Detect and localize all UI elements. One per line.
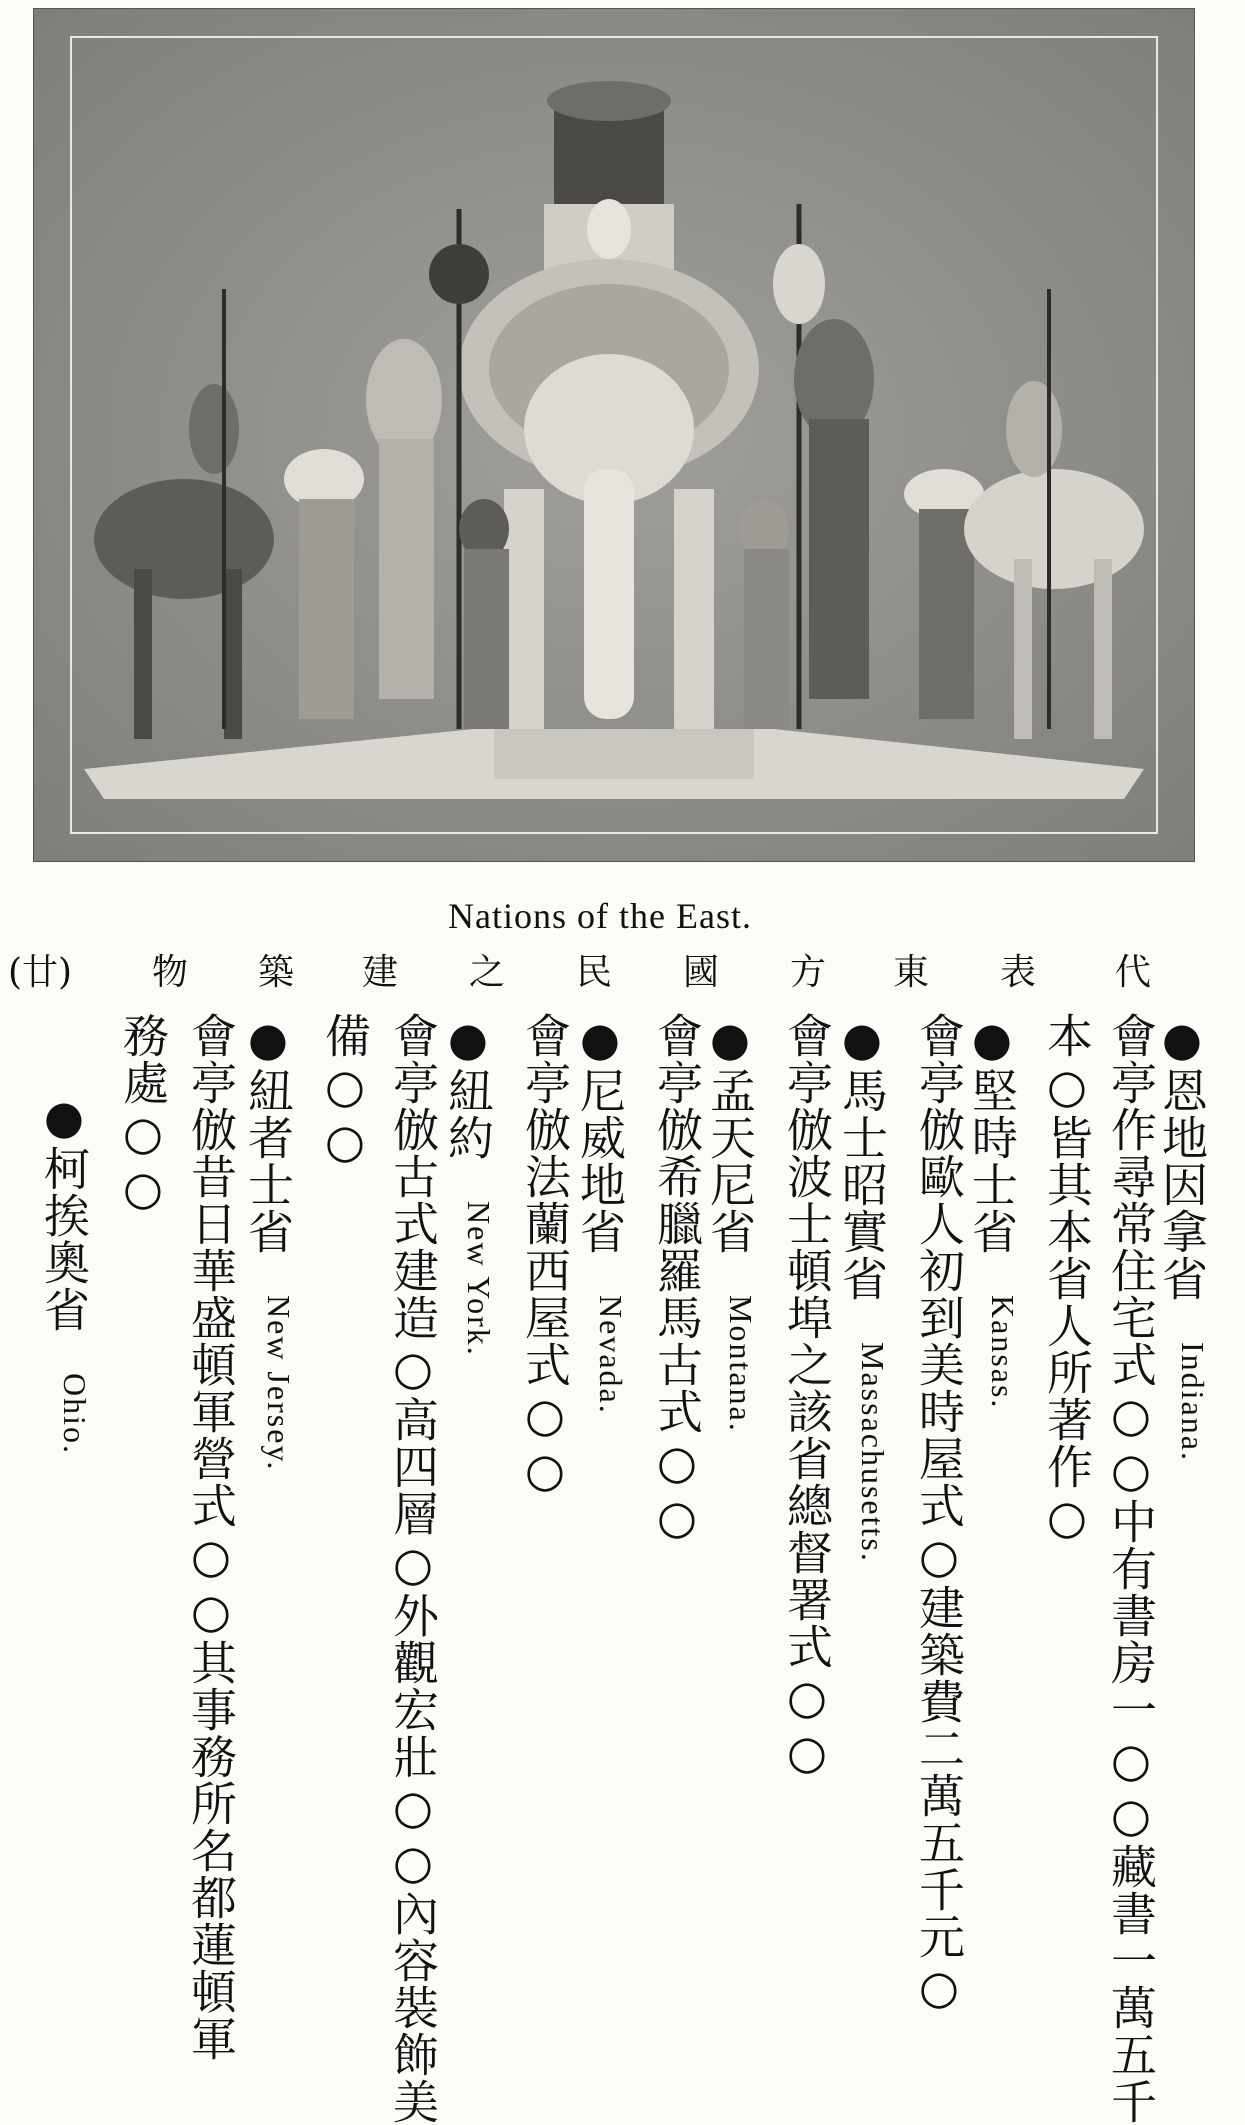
- text-column: [780, 1012, 834, 1780]
- text-column: [1104, 1012, 1158, 2125]
- entry-heading-montana: ●孟天尼省: [703, 1012, 757, 1255]
- entry-body: 會亭倣法蘭西屋式○○: [518, 1012, 572, 1498]
- caption-char: 方: [790, 952, 827, 993]
- caption-chinese: [0, 944, 1245, 993]
- entry-heading-ohio: ●柯挨奧省: [37, 1090, 91, 1333]
- entry-body: 會亭倣古式建造○高四層○外觀宏壯○○內容裝飾美: [386, 1012, 440, 2125]
- text-column: [184, 1012, 238, 2062]
- caption-page-number: (廿): [8, 952, 73, 993]
- entry-body: 務處○○: [116, 1012, 170, 1216]
- text-column: [241, 1012, 306, 1472]
- caption-english: Nations of the East.: [448, 896, 752, 936]
- entry-heading-new-york: ●紐約: [441, 1012, 495, 1161]
- entry-body: 會亭倣波士頓埠之該省總督署式○○: [780, 1012, 834, 1780]
- sculpture-illustration: [34, 9, 1194, 861]
- caption-char: 民: [576, 952, 613, 993]
- text-column: [703, 1012, 768, 1433]
- english-name-nevada: Nevada.: [593, 1295, 629, 1415]
- caption-char: 建: [362, 952, 399, 993]
- text-column: [835, 1012, 900, 1563]
- text-column: [116, 1012, 170, 1216]
- text-column: [573, 1012, 638, 1415]
- entry-heading-new-jersey: ●紐者士省: [241, 1012, 295, 1255]
- english-name-ohio: Ohio.: [57, 1373, 93, 1455]
- text-column: [386, 1012, 440, 2125]
- text-column: [37, 1090, 102, 1455]
- text-column: [518, 1012, 572, 1498]
- caption-char: 築: [258, 952, 295, 993]
- caption-char: 國: [683, 952, 720, 993]
- text-column: [965, 1012, 1030, 1410]
- caption-char: 東: [893, 952, 930, 993]
- caption-char: 物: [152, 952, 189, 993]
- entry-heading-massachusetts: ●馬士昭實省: [835, 1012, 889, 1302]
- text-column: [441, 1012, 506, 1357]
- english-name-new-jersey: New Jersey.: [261, 1295, 297, 1472]
- entry-body: 會亭倣希臘羅馬古式○○: [650, 1012, 704, 1545]
- entry-body: 會亭作尋常住宅式○○中有書房一○○藏書一萬五千: [1104, 1012, 1158, 2125]
- english-name-new-york: New York.: [461, 1201, 497, 1357]
- text-column: [318, 1012, 372, 1169]
- text-column: [1040, 1012, 1094, 1545]
- entry-heading-kansas: ●堅時士省: [965, 1012, 1019, 1255]
- entry-body: 備○○: [318, 1012, 372, 1169]
- english-name-indiana: Indiana.: [1175, 1342, 1211, 1462]
- entry-body: 會亭倣歐人初到美時屋式○建築費二萬五千元○: [912, 1012, 966, 2015]
- entry-heading-nevada: ●尼威地省: [573, 1012, 627, 1255]
- text-column: [912, 1012, 966, 2015]
- sculpture-photo: [33, 8, 1195, 862]
- text-column: [1155, 1012, 1220, 1462]
- english-name-massachusetts: Massachusetts.: [855, 1342, 891, 1563]
- entry-body: 本○皆其本省人所著作○: [1040, 1012, 1094, 1545]
- caption-char: 之: [469, 952, 506, 993]
- entry-heading-indiana: ●恩地因拿省: [1155, 1012, 1209, 1302]
- entry-body: 會亭倣昔日華盛頓軍營式○○其事務所名都蓮頓軍: [184, 1012, 238, 2062]
- caption-char: 表: [1000, 952, 1037, 993]
- text-column: [650, 1012, 704, 1545]
- caption-char: 代: [1115, 952, 1152, 993]
- english-name-kansas: Kansas.: [985, 1295, 1021, 1410]
- english-name-montana: Montana.: [723, 1295, 759, 1433]
